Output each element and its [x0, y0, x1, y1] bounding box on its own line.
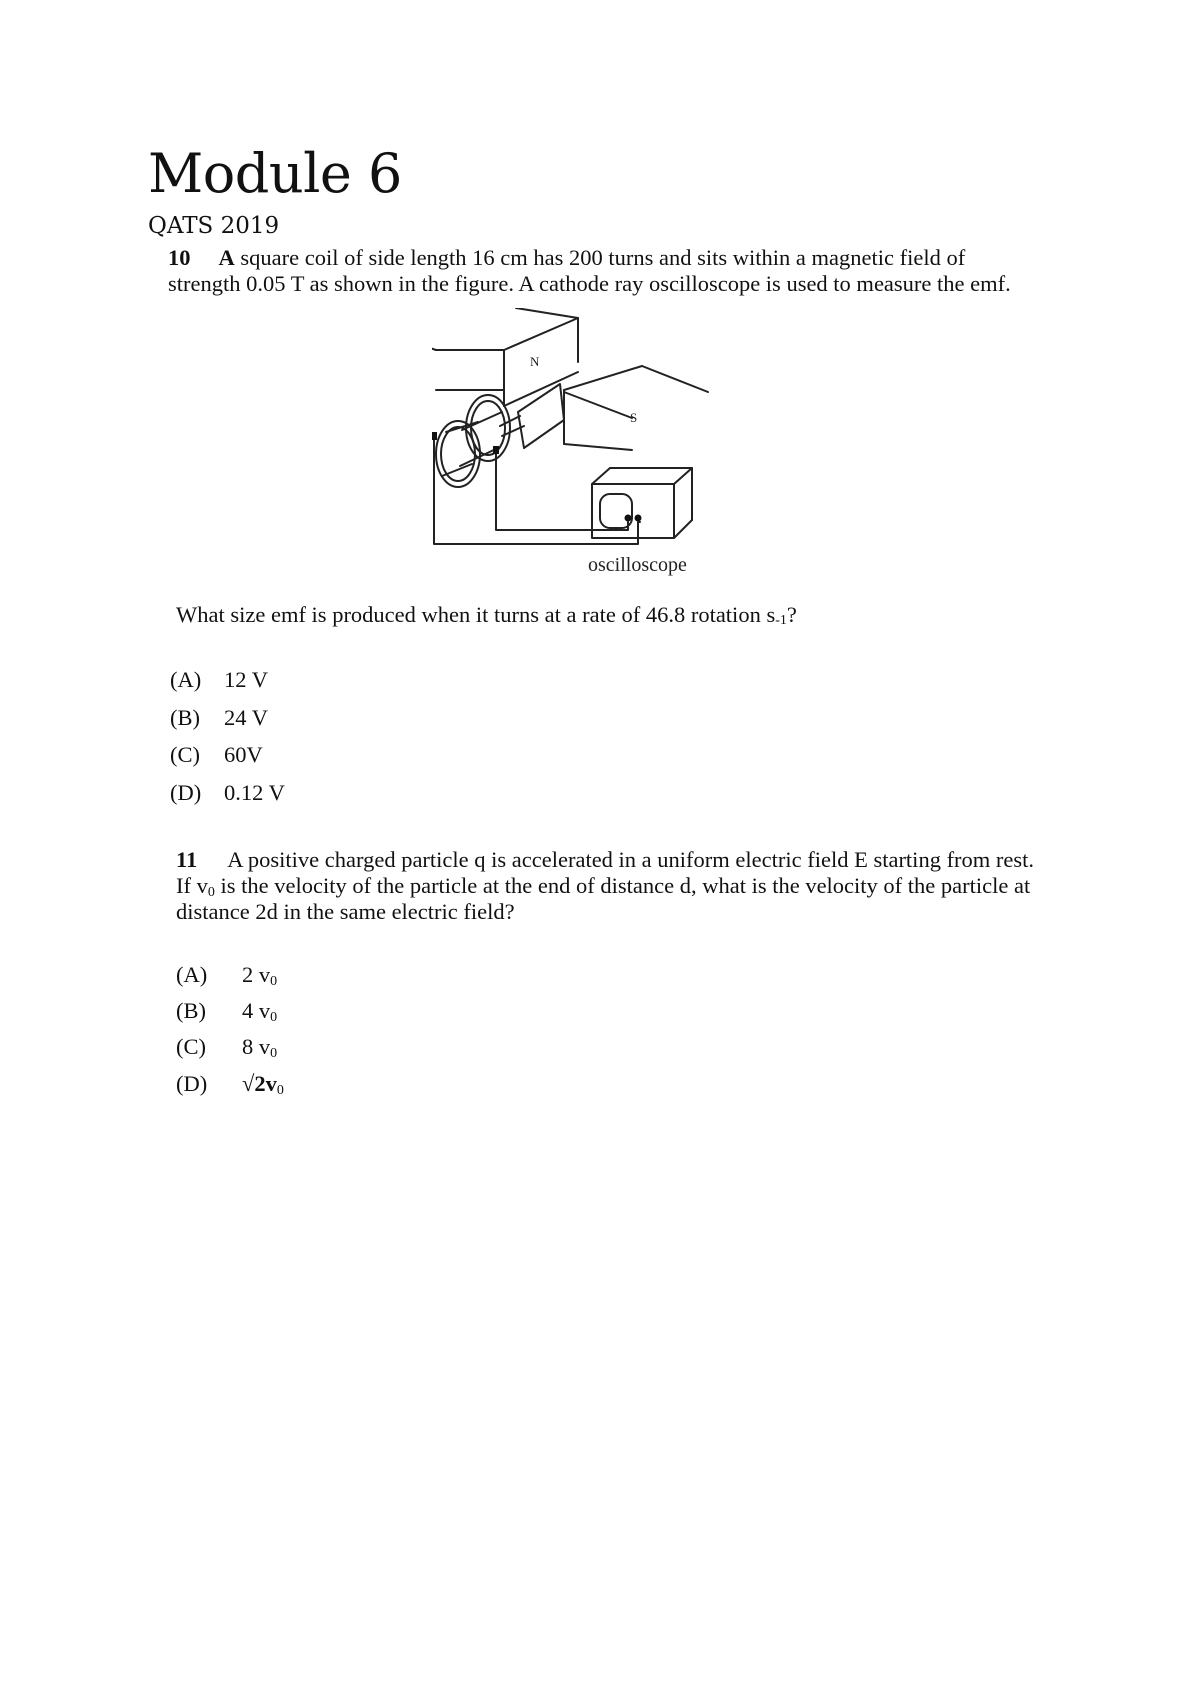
north-pole-magnet [432, 308, 578, 406]
label-south: S [630, 410, 638, 425]
option-value: 2 $v_0$ [242, 962, 278, 989]
q10-text-line-1 [168, 245, 965, 271]
option-letter: (D) [170, 780, 202, 805]
q11-number: 11 [176, 847, 198, 872]
q10-prompt [176, 602, 797, 634]
q11-line-2-start: If v [176, 873, 208, 898]
terminal-dot-2 [635, 515, 642, 522]
q11-line-2-rest: is the velocity of the particle at the end of distance d, what is the velocity of the particle at [214, 873, 1031, 898]
document-subtitle: QATS 2019 [148, 213, 280, 239]
generator-diagram [432, 308, 792, 580]
option-value: 24 V [224, 705, 268, 730]
option-value: 60V [224, 742, 263, 767]
option-value: 4 $v_0$ [242, 998, 278, 1025]
option-letter: (D) [176, 1071, 208, 1096]
q11-option-d [176, 1070, 284, 1098]
q10-prompt-end: ? [786, 602, 797, 627]
generator-diagram-svg [432, 308, 792, 580]
terminal-dot-1 [625, 515, 632, 522]
q10-prompt-exponent: -1 [775, 613, 787, 628]
option-letter: (C) [176, 1034, 206, 1059]
option-value: 8 $v_0$ [242, 1034, 278, 1061]
option-letter: (B) [170, 705, 200, 730]
south-pole-magnet [564, 366, 708, 450]
label-oscilloscope: oscilloscope [588, 554, 687, 576]
q10-option-c [170, 741, 263, 769]
oscilloscope [592, 468, 692, 538]
q10-option-d [170, 779, 285, 807]
q11-line-1-text: A positive charged particle q is accelerated in a uniform electric field E starting from rest. [227, 847, 1035, 872]
option-value: 0.12 V [224, 780, 285, 805]
option-letter: (A) [176, 962, 208, 987]
q11-line-2-subscript: 0 [207, 885, 215, 900]
q11-text-line-1 [176, 847, 1034, 873]
q10-option-b [170, 704, 268, 732]
slip-rings [436, 395, 510, 487]
q10-lead-word: A [218, 245, 235, 270]
q10-option-a [170, 666, 268, 694]
brush-contact-right [493, 446, 499, 454]
brush-contact-left [432, 432, 437, 440]
q11-text-line-3: distance 2d in the same electric field? [176, 899, 515, 924]
q10-line-1-rest: square coil of side length 16 cm has 200 turns and sits within a magnetic field of [234, 245, 966, 270]
label-north: N [530, 354, 540, 369]
q11-option-a [176, 961, 278, 989]
option-letter: (B) [176, 998, 206, 1023]
q10-text-line-2: strength 0.05 T as shown in the figure. A cathode ray oscilloscope is used to measure the emf. [168, 271, 1011, 296]
q10-prompt-main: What size emf is produced when it turns at a rate of 46.8 rotation s [176, 602, 776, 627]
document-title: Module 6 [148, 142, 402, 205]
q11-option-b [176, 997, 278, 1025]
option-letter: (A) [170, 667, 202, 692]
option-value: $√2v_0$ [242, 1071, 284, 1098]
option-letter: (C) [170, 742, 200, 767]
q10-number: 10 [168, 245, 191, 270]
option-value: 12 V [224, 667, 268, 692]
q11-option-c [176, 1033, 278, 1061]
